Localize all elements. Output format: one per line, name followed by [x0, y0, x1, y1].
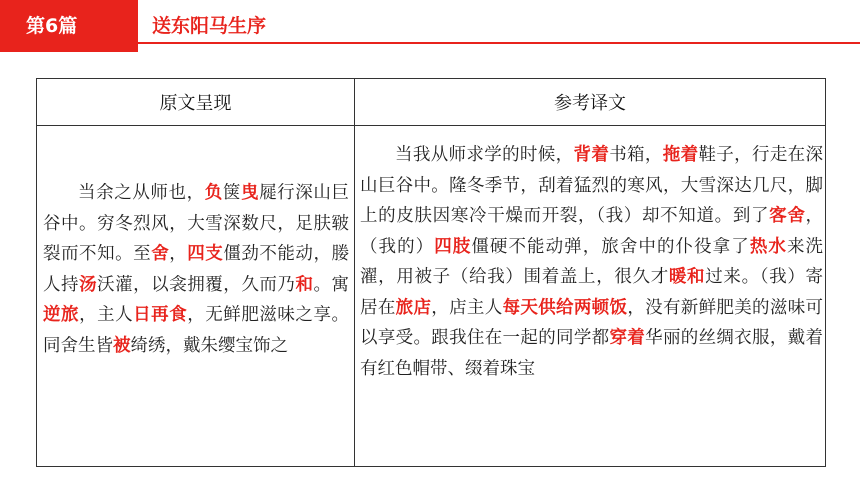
text-run: 。寓	[313, 274, 349, 295]
text-run: ，主人	[79, 305, 134, 325]
text-run: ，店主人	[431, 297, 503, 318]
header-divider	[138, 42, 860, 44]
highlighted-phrase: 日再食	[133, 305, 188, 325]
header-bar	[0, 0, 860, 52]
highlighted-phrase: 四支	[187, 244, 224, 264]
page-title: 送东阳马生序	[152, 15, 267, 37]
highlighted-phrase: 逆旅	[43, 305, 80, 325]
text-run: 过来。（我）寄居在	[360, 267, 824, 318]
text-run: ，（我的）	[360, 206, 824, 257]
text-run: ，无鲜肥滋味之享。同舍生皆	[43, 305, 349, 356]
text-run: 鞋子，行走在深山巨谷中。隆冬季节，刮着猛烈的寒风，大雪深达几尺，脚上的皮肤因寒冷干燥而开裂，（我）却不知道。到了	[360, 145, 824, 226]
highlighted-phrase: 热水	[749, 236, 787, 257]
highlighted-phrase: 汤	[79, 274, 98, 295]
table-row	[37, 126, 826, 467]
highlighted-phrase: 和	[295, 274, 314, 295]
text-run: 来洗濯，用被子（给我）围着盖上，很久才	[360, 236, 823, 287]
original-text	[37, 126, 354, 361]
highlighted-phrase: 穿着	[609, 328, 646, 348]
highlighted-phrase: 旅店	[395, 297, 432, 318]
highlighted-phrase: 暖和	[668, 267, 706, 287]
highlighted-phrase: 四肢	[434, 236, 472, 257]
text-run: 沃灌，以衾拥覆，久而乃	[97, 274, 296, 295]
text-run: 僵劲不能动，媵人持	[43, 244, 349, 295]
chapter-badge: 第6篇	[0, 0, 138, 52]
text-run: 华丽的丝绸衣服，戴着有红色帽带、缀着珠宝	[360, 328, 824, 379]
text-run: 箧	[222, 183, 241, 203]
highlighted-phrase: 客舍	[769, 206, 806, 226]
table-header-row	[37, 79, 826, 126]
highlighted-phrase: 每天供给两顿饭	[502, 297, 628, 318]
translation-text-cell	[355, 126, 826, 467]
column-header-translation: 参考译文	[355, 79, 826, 126]
text-run: 书箱，	[609, 145, 663, 165]
highlighted-phrase: 舍	[151, 244, 170, 264]
text-run: ，没有新鲜肥美的滋味可以享受。跟我住在一起的同学都	[360, 297, 824, 348]
highlighted-phrase: 曳	[240, 183, 260, 203]
original-text-cell	[37, 126, 355, 467]
highlighted-phrase: 被	[113, 335, 131, 356]
comparison-table	[36, 78, 826, 467]
text-run: 当我从师求学的时候，	[395, 145, 574, 165]
text-run: 僵硬不能动弹，旅舍中的仆役拿了	[471, 236, 750, 257]
column-header-original: 原文呈现	[37, 79, 355, 126]
highlighted-phrase: 负	[204, 183, 223, 203]
text-run: 屣行深山巨谷中。穷冬烈风，大雪深数尺，足肤皲裂而不知。至	[43, 183, 350, 264]
text-run: 绮绣，戴朱缨宝饰之	[130, 335, 288, 356]
highlighted-phrase: 拖着	[662, 145, 699, 165]
highlighted-phrase: 背着	[573, 145, 610, 165]
translation-text	[355, 126, 825, 384]
text-run: ，	[169, 244, 188, 264]
text-run: 当余之从师也，	[78, 183, 205, 203]
